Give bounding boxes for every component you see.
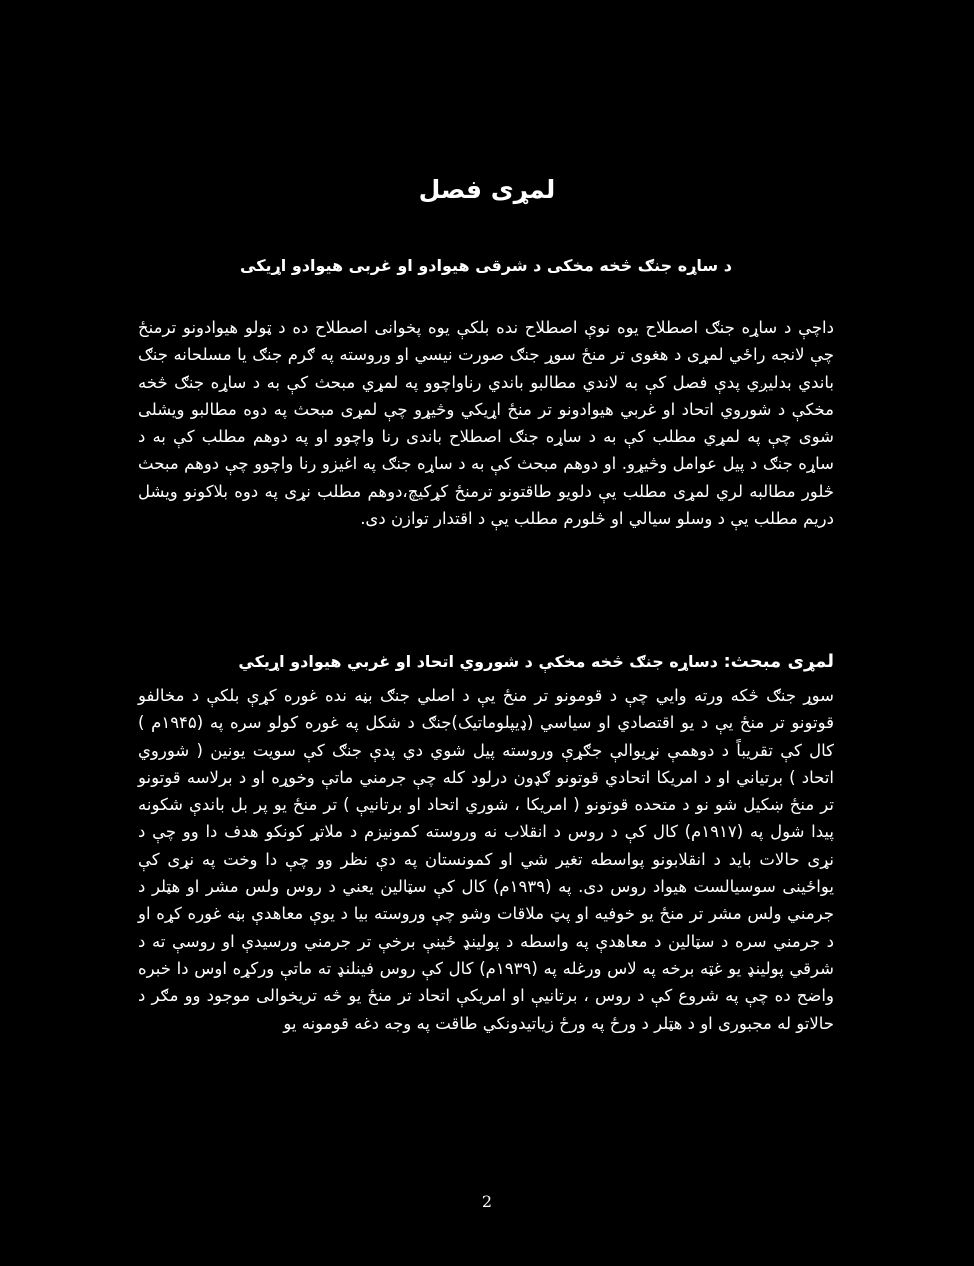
section-heading: د ساړه جنګ څخه مخکی د شرقی هیوادو او غربی هیوادو اړیکی (240, 256, 732, 275)
chapter-title: لمړی فصل (418, 175, 556, 204)
page-number: 2 (481, 1192, 493, 1211)
topic-heading-lead: لمړی مبحث: (723, 651, 834, 672)
topic-heading-text: دساړه جنګ څخه مخکې د شوروي اتحاد او غربي هیوادو اړیکي (238, 652, 724, 671)
topic-heading (138, 648, 834, 676)
intro-paragraph: داچې د ساړه جنګ اصطلاح یوه نوې اصطلاح نده بلکې یوه پخوانی اصطلاح ده د ټولو هیوادونو ترمنځ چې لانجه راځي لمړی د هغوی تر منځ سوړ جنګ صورت نیسي او وروسته په ګرم جنګ یا مسلحانه جنګ باندي بدلیږي پدې فصل کې به لاندي مطالبو باندي رناواچوو په لمړي مبحث کې به د ساړه جنګ څخه مخکې د شوروي اتحاد او غربي هیوادونو تر منځ اړیکي وڅیړو چې لمړی مبحث په دوه مطالبو ویشلی شوی چې په لمړي مطلب کې به د ساړه جنګ اصطلاح باندی رنا واچوو او په دوهم مطلب کې به د ساړه جنګ د پیل عوامل وڅیړو. او دوهم مبحث کې به د ساړه جنګ په اغیزو رنا واچوو چې دوهم مبحث څلور مطالبه لري لمړی مطلب یې دلویو طاقتونو ترمنځ کړکیچ،دوهم مطلب نړی په دوه بلاکونو ویشل دریم مطلب یې د وسلو سیالي او څلورم مطلب یې د اقتدار توازن دی. (138, 318, 834, 529)
body-paragraph: سوړ جنګ څکه ورته وایي چې د قومونو تر منځ یې د اصلي جنګ بڼه نده غوره کړې بلکې د مخالفو قوتونو تر منځ یې د یو اقتصادي او سیاسي (ډیپلوماتیک)جنګ د شکل په غوره کولو سره په (۱۹۴۵م ) کال کې تقریباً د دوهمې نړیوالې جګړې وروسته پیل شوي دي پدې جنګ کې سویت یونین ( شوروي اتحاد ) برتیاني او د امریکا اتحادي قوتونو ګډون درلود کله چې جرمني ماتې وخوړه او د برلاسه قوتونو تر منځ ښکیل شو نو د متحده قوتونو ( امریکا ، شوري اتحاد او برتانیې ) تر منځ یو پر بل باندې شکونه پیدا شول په (۱۹۱۷م) کال کې د روس د انقلاب نه وروسته کمونیزم د ملاتړ کونکو هدف دا وو چې د نړی حالات باید د انقلابونو پواسطه تغیر شي او کمونستان په دې نظر وو چې دا وخت په نړی کې یواځینی سوسیالست هیواد روس دی. په (۱۹۳۹م) کال کې سټالین یعني د روس ولس مشر او هټلر د جرمني ولس مشر تر منځ یو خوفیه او پټ ملاقات وشو چې وروسته بیا د یوې معاهدې بڼه غوره کړه او د جرمني سره د سټالین د معاهدې په واسطه د پولینډ ځینې برخې تر جرمني ورسیدې او روسې ته د شرقي پولینډ یو غټه برخه په لاس ورغله په (۱۹۳۹م) کال کې روس فینلنډ ته ماتې ورکړه اوس دا خبره واضح ده چې په شروع کې د روس ، برتانیې او امریکې اتحاد تر منځ یو څه تریخوالی موجود وو مګر د حالاتو له مجبوری او د هټلر د ورځ په ورځ زیاتیدونکي طاقت په وجه دغه قومونه یو (138, 686, 835, 1033)
